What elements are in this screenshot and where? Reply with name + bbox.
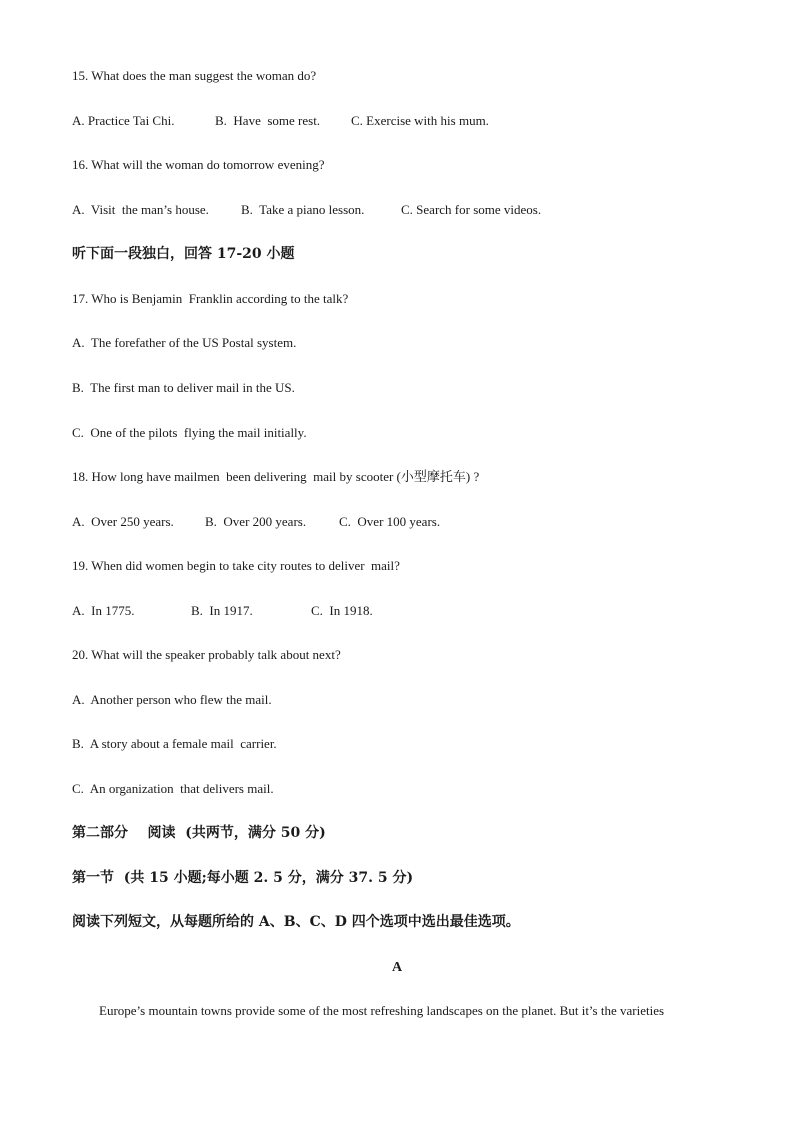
option-a: A. Practice Tai Chi. xyxy=(72,113,175,128)
option-a: A. Over 250 years. xyxy=(72,514,174,529)
question-20: 20. What will the speaker probably talk about next? xyxy=(72,647,341,662)
section-heading-monologue: 听下面一段独白，回答 17-20 小题 xyxy=(72,246,295,262)
question-17: 17. Who is Benjamin Franklin according to the talk? xyxy=(72,291,349,306)
question-18: 18. How long have mailmen been delivering mail by scooter (小型摩托车) ? xyxy=(72,469,480,484)
option-b: B. In 1917. xyxy=(191,603,253,618)
question-16: 16. What will the woman do tomorrow evening? xyxy=(72,157,325,172)
question-20-option-c: C. An organization that delivers mail. xyxy=(72,781,274,796)
reading-instructions: 阅读下列短文，从每题所给的 A、B、C、D 四个选项中选出最佳选项。 xyxy=(72,914,520,930)
passage-text: Europe’s mountain towns provide some of the most refreshing landscapes on the planet. But it’s the varieties xyxy=(99,1003,665,1018)
option-c: C. Search for some videos. xyxy=(401,202,542,217)
option-a: A. Visit the man’s house. xyxy=(72,202,209,217)
question-17-option-c: C. One of the pilots flying the mail initially. xyxy=(72,425,307,440)
option-b: B. Take a piano lesson. xyxy=(241,202,365,217)
question-20-option-b: B. A story about a female mail carrier. xyxy=(72,736,277,751)
option-b: B. Over 200 years. xyxy=(205,514,307,529)
question-20-option-a: A. Another person who flew the mail. xyxy=(72,692,272,707)
part-two-heading: 第二部分 阅读 (共两节，满分 50 分) xyxy=(72,825,326,841)
section-one-heading: 第一节 (共 15 小题;每小题 2. 5 分，满分 37. 5 分) xyxy=(72,870,414,886)
question-17-option-b: B. The first man to deliver mail in the US. xyxy=(72,380,295,395)
option-a: A. In 1775. xyxy=(72,603,135,618)
option-b: B. Have some rest. xyxy=(215,113,321,128)
option-c: C. In 1918. xyxy=(311,603,373,618)
passage-label: A xyxy=(391,960,403,975)
question-17-option-a: A. The forefather of the US Postal system. xyxy=(72,335,297,350)
option-c: C. Exercise with his mum. xyxy=(351,113,489,128)
question-19: 19. When did women begin to take city routes to deliver mail? xyxy=(72,558,400,573)
question-15: 15. What does the man suggest the woman do? xyxy=(72,68,317,83)
option-c: C. Over 100 years. xyxy=(339,514,441,529)
